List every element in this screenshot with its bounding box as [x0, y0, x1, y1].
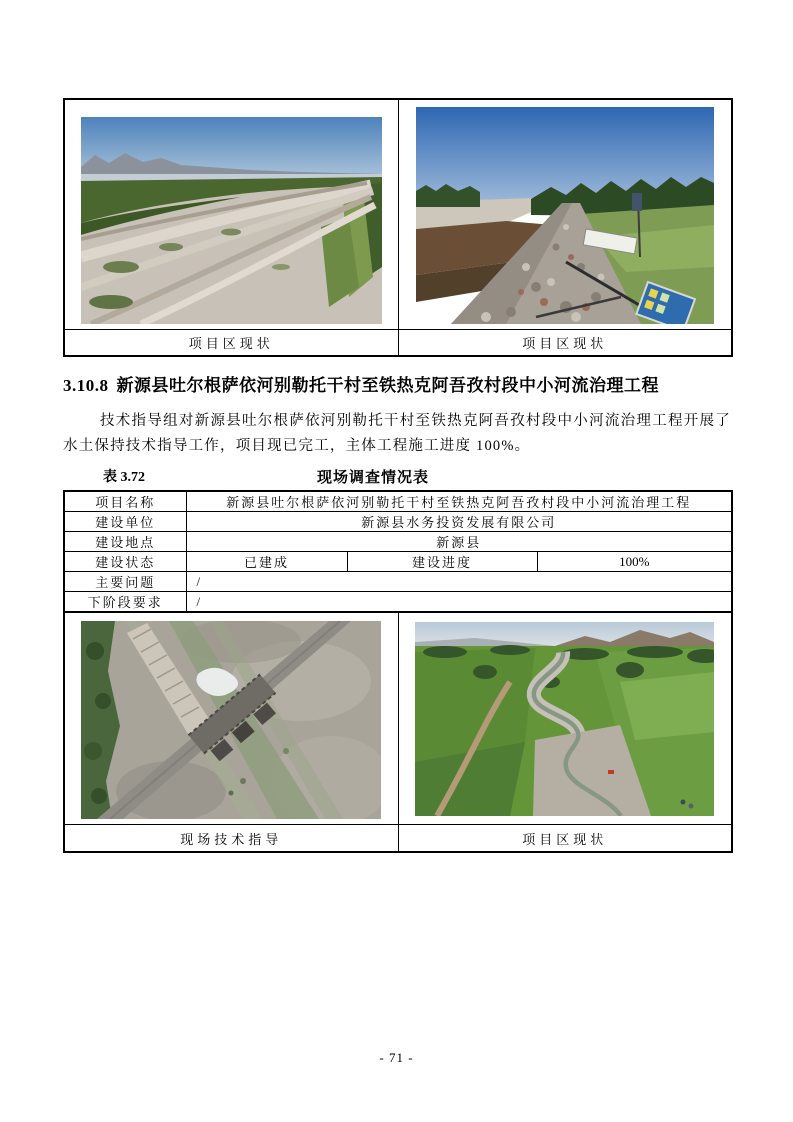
issues-label: 主要问题: [64, 572, 186, 592]
survey-info-table: [63, 490, 733, 613]
location-label: 建设地点: [64, 532, 186, 552]
table-caption-row: [63, 466, 731, 490]
top-left-photo-cell: [64, 99, 398, 330]
photo-embankment: [416, 107, 714, 324]
status-value: 已建成: [186, 552, 347, 572]
next-stage-label: 下阶段要求: [64, 592, 186, 613]
table-row: [64, 532, 732, 552]
section-title: 新源县吐尔根萨依河别勒托干村至铁热克阿吾孜村段中小河流治理工程: [116, 376, 659, 395]
progress-label: 建设进度: [347, 552, 537, 572]
bottom-left-photo-cell: [64, 612, 398, 825]
bottom-photo-table: [63, 611, 733, 853]
issues-value: /: [186, 572, 732, 592]
photo-bridge-aerial: [81, 621, 381, 819]
top-photo-table: [63, 98, 733, 357]
table-row: [64, 491, 732, 512]
next-stage-value: /: [186, 592, 732, 613]
bottom-right-photo-cell: [398, 612, 732, 825]
top-right-photo-caption: 项目区现状: [398, 330, 732, 357]
table-row: [64, 552, 732, 572]
page-content: [63, 0, 731, 853]
project-name-label: 项目名称: [64, 491, 186, 512]
table-row: [64, 512, 732, 532]
section-heading: [63, 372, 731, 400]
location-value: 新源县: [186, 532, 732, 552]
table-row: [64, 592, 732, 613]
bottom-left-photo-caption: 现场技术指导: [64, 825, 398, 853]
build-unit-label: 建设单位: [64, 512, 186, 532]
photo-river-fields-aerial: [415, 622, 714, 816]
table-label: 表 3.72: [103, 470, 145, 485]
page-number: - 71 -: [379, 1050, 414, 1065]
top-right-photo-cell: [398, 99, 732, 330]
section-paragraph: 技术指导组对新源县吐尔根萨依河别勒托干村至铁热克阿吾孜村段中小河流治理工程开展了水土保持技术指导工作，项目现已完工，主体工程施工进度 100%。: [63, 413, 731, 454]
project-name-value: 新源县吐尔根萨依河别勒托干村至铁热克阿吾孜村段中小河流治理工程: [186, 491, 732, 512]
progress-value: 100%: [537, 552, 732, 572]
bottom-right-photo-caption: 项目区现状: [398, 825, 732, 853]
table-row: [64, 572, 732, 592]
photo-river-aerial: [81, 117, 382, 324]
section-number: 3.10.8: [63, 376, 109, 395]
table-title: 现场调查情况表: [316, 469, 429, 486]
status-label: 建设状态: [64, 552, 186, 572]
top-left-photo-caption: 项目区现状: [64, 330, 398, 357]
build-unit-value: 新源县水务投资发展有限公司: [186, 512, 732, 532]
